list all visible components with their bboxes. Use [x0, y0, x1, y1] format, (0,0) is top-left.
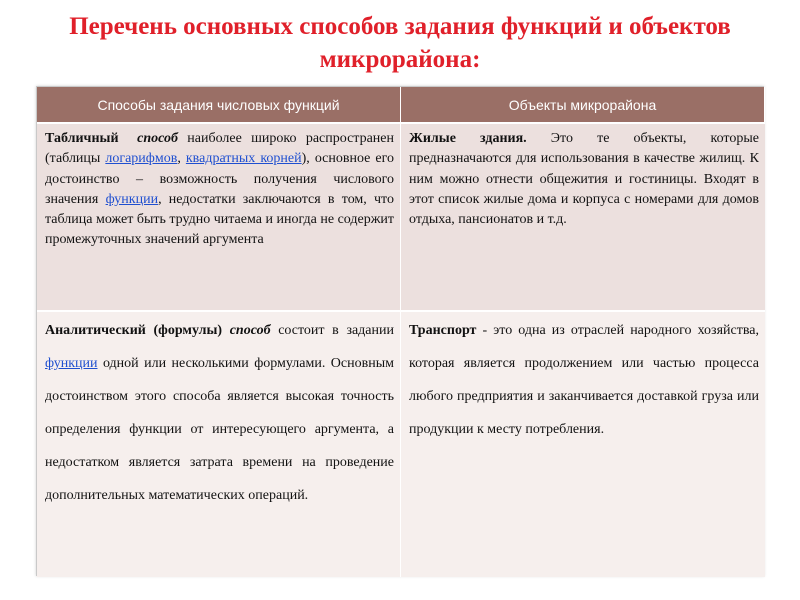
cell-transport — [401, 312, 765, 577]
column-header-objects: Объекты микрорайона — [401, 87, 765, 124]
term-tabular: Табличный — [45, 131, 119, 146]
cell-text: одной или несколькими формулами. Основным достоинством этого способа является высокая точность определения функции от интересующего аргумента, а недостатком является затрата времени на проведение дополнительных математических операций. — [45, 356, 394, 503]
cell-text: , недостатки заключаются в том, что таблица может быть трудно читаема и иногда не содержит промежуточных значений аргумента — [45, 191, 394, 248]
comparison-table — [36, 86, 764, 576]
cell-text: наиболее широко распространен (таблицы — [45, 131, 394, 167]
term-residential: Жилые здания. — [409, 131, 527, 146]
cell-table-method — [37, 124, 401, 312]
term-transport: Транспорт — [409, 323, 477, 338]
cell-residential-buildings — [401, 124, 765, 312]
link-function[interactable]: функции — [105, 191, 159, 207]
cell-text: состоит в задании — [270, 323, 394, 338]
column-header-functions: Способы задания числовых функций — [37, 87, 401, 124]
link-function[interactable]: функции — [45, 356, 98, 371]
term-method: способ — [229, 323, 271, 338]
link-square-roots[interactable]: квадратных корней — [185, 151, 302, 167]
term-method: способ — [137, 131, 178, 146]
cell-text: ), основное его достоинство – возможность получения числового значения — [45, 151, 394, 207]
term-analytic: Аналитический (формулы) — [45, 323, 223, 338]
cell-text: Это те объекты, которые предназначаются для использования в качестве жилищ. К ним можно отнести общежития и гостиницы. Входят в этот список жилые дома и корпуса с номерами для домов отдыха, пансионатов и т.д. — [409, 131, 759, 228]
page-title: Перечень основных способов задания функций и объектов микрорайона: — [69, 13, 731, 73]
cell-text: - это одна из отраслей народного хозяйства, которая является продолжением или частью процесса любого предприятия и заканчивается доставкой груза или продукции к месту потребления. — [409, 323, 759, 437]
cell-analytic-method — [37, 312, 401, 577]
link-logarithms[interactable]: логарифмов — [105, 151, 178, 167]
cell-text: , — [177, 151, 186, 167]
